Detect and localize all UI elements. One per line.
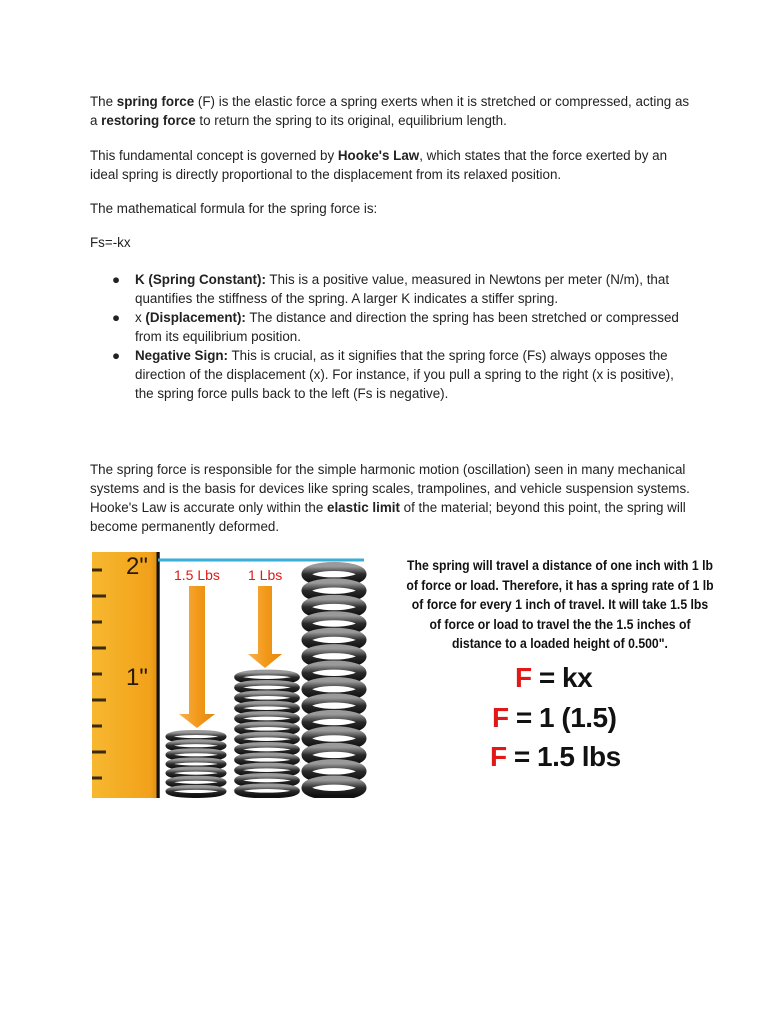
text: to return the spring to its original, equilibrium length. [195, 113, 507, 128]
text: This fundamental concept is governed by [90, 148, 338, 163]
list-item [90, 270, 690, 308]
bold-term: spring force [116, 94, 195, 109]
ruler-label-2: 2" [126, 553, 148, 580]
equation-f: F [515, 662, 532, 693]
bold-term: elastic limit [327, 500, 400, 515]
spring-compressed-1lb [237, 673, 297, 796]
paragraph-formula-intro: The mathematical formula for the spring force is: [90, 201, 378, 216]
text: The distance and direction the spring has been stretched or compressed from its equilibrium position. [135, 310, 679, 344]
spring-coil [168, 787, 224, 795]
bullet-icon: ● [112, 348, 121, 363]
bullet-icon: ● [112, 310, 121, 325]
figure-caption: The spring will travel a distance of one inch with 1 lb of force or load. Therefore, it has a spring rate of 1 lb of force for every 1 inch of travel. It will take 1.5 lbs of force or load to travel the the 1.5 inches of distance to a loaded height of 0.500". [406, 558, 714, 651]
ruler-label-1: 1" [126, 664, 148, 691]
equation-f: F [492, 702, 509, 733]
text: of the material; beyond this point, the spring will become permanently deformed. [90, 500, 686, 534]
text: The spring force is responsible for the simple harmonic motion (oscillation) seen in many mechanical systems and is the basis for devices like spring scales, trampolines, and vehicle suspension systems. Hooke's Law is accurate only within the [90, 462, 690, 515]
bold-term: Hooke's Law [337, 148, 420, 163]
paragraph-hookes-law [90, 146, 690, 184]
formula-text: Fs=-kx [90, 235, 131, 250]
equation-text: = 1 (1.5) [508, 702, 617, 733]
spring-uncompressed [306, 567, 362, 796]
equation-f: F [490, 741, 507, 772]
bullet-list [90, 270, 690, 403]
text: x [135, 310, 146, 325]
text: This is a positive value, measured in Newtons per meter (N/m), that quantifies the stiffness of the spring. A larger K indicates a stiffer spring. [135, 272, 670, 306]
paragraph-applications [90, 460, 690, 536]
bold-term: (Displacement): [145, 310, 246, 325]
spring-coil [237, 786, 297, 795]
arrow-label-2: 1 Lbs [248, 567, 283, 583]
bullet-icon: ● [112, 272, 121, 287]
text: This is crucial, as it signifies that the spring force (Fs) always opposes the direction of the displacement (x). For instance, if you pull a spring to the right (x is positive), the spring force pulls back to the left (Fs is negative). [135, 348, 674, 401]
bold-term: restoring force [101, 113, 196, 128]
paragraph-spring-force [90, 92, 690, 130]
equation-2 [492, 702, 616, 734]
text: The [90, 94, 117, 109]
arrow-down-icon [179, 586, 215, 728]
equation-1 [515, 662, 592, 694]
equation-text: = kx [531, 662, 593, 693]
equation-text: = 1.5 lbs [506, 741, 621, 772]
arrow-down-icon [248, 586, 282, 668]
text: , which states that the force exerted by an ideal spring is directly proportional to the displacement from its relaxed position. [90, 148, 668, 182]
bold-term: K (Spring Constant): [135, 272, 266, 287]
list-item [90, 308, 690, 346]
arrow-label-1: 1.5 Lbs [174, 567, 220, 583]
text: (F) is the elastic force a spring exerts when it is stretched or compressed, acting as a [90, 94, 690, 128]
equation-3 [490, 741, 621, 773]
list-item [90, 346, 690, 403]
spring-compressed-1-5lb [168, 733, 224, 796]
bold-term: Negative Sign: [135, 348, 229, 363]
spring-coil [306, 780, 362, 795]
